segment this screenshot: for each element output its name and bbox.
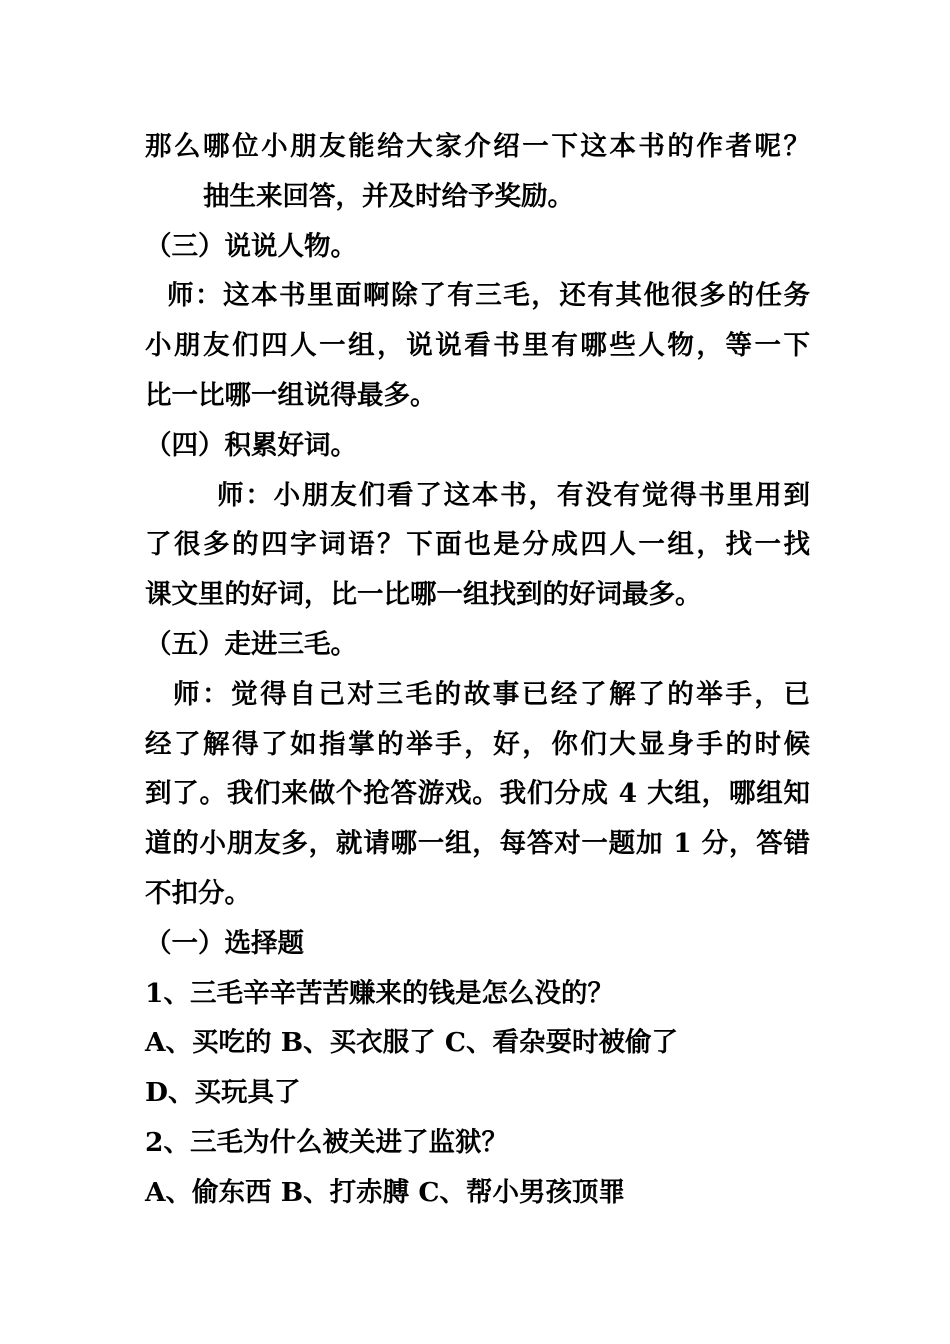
answer-options: A、买吃的 B、买衣服了 C、看杂耍时被偷了 xyxy=(145,1027,679,1059)
answer-options: D、买玩具了 xyxy=(145,1077,301,1109)
text-line: 经了解得了如指掌的举手，好，你们大显身手的时候 xyxy=(145,728,810,760)
section-heading: （五）走进三毛。 xyxy=(145,628,357,660)
question: 2、三毛为什么被关进了监狱？ xyxy=(145,1126,508,1158)
text-line: 那么哪位小朋友能给大家介绍一下这本书的作者呢？ xyxy=(145,131,810,162)
text-line: 了很多的四字词语？下面也是分成四人一组，找一找 xyxy=(145,529,810,561)
question: 1、三毛辛辛苦苦赚来的钱是怎么没的？ xyxy=(145,977,614,1009)
section-heading: （四）积累好词。 xyxy=(145,429,357,461)
text-line: 到了。我们来做个抢答游戏。我们分成 4 大组，哪组知 xyxy=(145,778,810,810)
document-body xyxy=(145,122,810,1218)
text-line: 比一比哪一组说得最多。 xyxy=(145,379,437,411)
text-line: 师：这本书里面啊除了有三毛，还有其他很多的任务 xyxy=(167,280,810,312)
text-line: 小朋友们四人一组，说说看书里有哪些人物，等一下 xyxy=(145,330,810,362)
text-line: 师：小朋友们看了这本书，有没有觉得书里用到 xyxy=(217,479,810,511)
section-heading: （三）说说人物。 xyxy=(145,230,357,262)
text-line: 抽生来回答，并及时给予奖励。 xyxy=(203,180,574,212)
text-line: 不扣分。 xyxy=(145,877,251,909)
section-heading: （一）选择题 xyxy=(145,927,304,959)
text-line: 课文里的好词，比一比哪一组找到的好词最多。 xyxy=(145,579,702,611)
text-line: 师：觉得自己对三毛的故事已经了解了的举手，已 xyxy=(173,678,810,710)
text-line: 道的小朋友多，就请哪一组，每答对一题加 1 分，答错 xyxy=(145,828,810,860)
answer-options: A、偷东西 B、打赤膊 C、帮小男孩顶罪 xyxy=(145,1176,626,1208)
